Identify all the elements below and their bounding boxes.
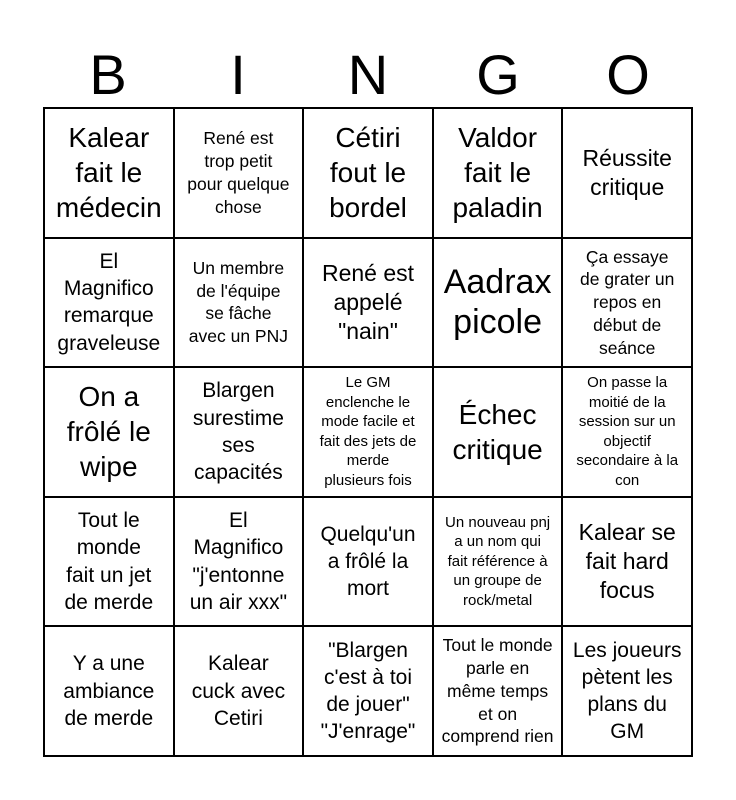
bingo-cell-r5-c4[interactable] (433, 626, 563, 756)
bingo-cell-r5-c1[interactable] (44, 626, 174, 756)
header-letter-i: I (230, 43, 246, 106)
cell-text: Un membre de l'équipe se fâche avec un PNJ (188, 257, 288, 347)
cell-text: René est trop petit pour quelque chose (187, 128, 290, 217)
cell-text: On passe la moitié de la session sur un objectif secondaire à la con (576, 374, 679, 489)
cell-text: Tout le monde parle en même temps et on comprend rien (441, 635, 554, 747)
cell-text: El Magnifico "j'entonne un air xxx" (189, 509, 288, 614)
bingo-cell-r3-c5[interactable] (562, 367, 692, 497)
bingo-cell-r4-c1[interactable] (44, 497, 174, 627)
bingo-header (43, 44, 693, 106)
bingo-cell-r2-c2[interactable] (174, 238, 304, 368)
cell-text: Le GM enclenche le mode facile et fait des jets de merde plusieurs fois (319, 374, 417, 489)
cell-text: "Blargen c'est à toi de jouer" "J'enrage" (320, 638, 416, 744)
bingo-cell-r4-c5[interactable] (562, 497, 692, 627)
bingo-cell-r1-c2[interactable] (174, 108, 304, 238)
bingo-cell-r2-c1[interactable] (44, 238, 174, 368)
bingo-cell-r4-c3[interactable] (303, 497, 433, 627)
bingo-cell-r1-c5[interactable] (562, 108, 692, 238)
cell-text: Cétiri fout le bordel (329, 122, 407, 224)
header-letter-n: N (347, 43, 389, 106)
bingo-cell-r2-c3[interactable] (303, 238, 433, 368)
header-letter-o: O (606, 43, 650, 106)
cell-text: Échec critique (452, 398, 543, 465)
bingo-cell-r2-c5[interactable] (562, 238, 692, 368)
bingo-cell-r1-c3[interactable] (303, 108, 433, 238)
cell-text: Les joueurs pètent les plans du GM (572, 638, 682, 744)
bingo-cell-r1-c4[interactable] (433, 108, 563, 238)
bingo-cell-r5-c5[interactable] (562, 626, 692, 756)
cell-text: Valdor fait le paladin (452, 122, 543, 224)
cell-text: Ça essaye de grater un repos en début de seánce (580, 246, 675, 358)
cell-text: Réussite critique (582, 145, 672, 200)
cell-text: Tout le monde fait un jet de merde (64, 509, 154, 614)
cell-text: Blargen surestime ses capacités (192, 379, 284, 485)
cell-text: Kalear se fait hard focus (578, 519, 676, 603)
bingo-cell-r3-c4[interactable] (433, 367, 563, 497)
cell-text: René est appelé "nain" (321, 260, 415, 344)
bingo-cell-r3-c1[interactable] (44, 367, 174, 497)
cell-text: Y a une ambiance de merde (63, 652, 155, 730)
cell-text: El Magnifico remarque graveleuse (57, 249, 161, 355)
cell-text: Un nouveau pnj a un nom qui fait référence à un groupe de rock/metal (445, 513, 551, 609)
bingo-cell-r4-c2[interactable] (174, 497, 304, 627)
bingo-cell-r5-c2[interactable] (174, 626, 304, 756)
bingo-cell-r1-c1[interactable] (44, 108, 174, 238)
bingo-cell-r3-c2[interactable] (174, 367, 304, 497)
bingo-cell-r5-c3[interactable] (303, 626, 433, 756)
bingo-cell-r2-c4[interactable] (433, 238, 563, 368)
cell-text: Kalear fait le médecin (55, 122, 162, 224)
cell-text: On a frôlé le wipe (66, 381, 151, 483)
bingo-cell-r4-c4[interactable] (433, 497, 563, 627)
cell-text: Kalear cuck avec Cetiri (191, 652, 286, 730)
cell-text: Aadrax picole (443, 262, 552, 342)
header-letter-g: G (476, 43, 520, 106)
cell-text: Quelqu'un a frôlé la mort (320, 522, 416, 601)
header-letter-b: B (89, 43, 127, 106)
bingo-cell-r3-c3[interactable] (303, 367, 433, 497)
bingo-board (43, 107, 693, 757)
